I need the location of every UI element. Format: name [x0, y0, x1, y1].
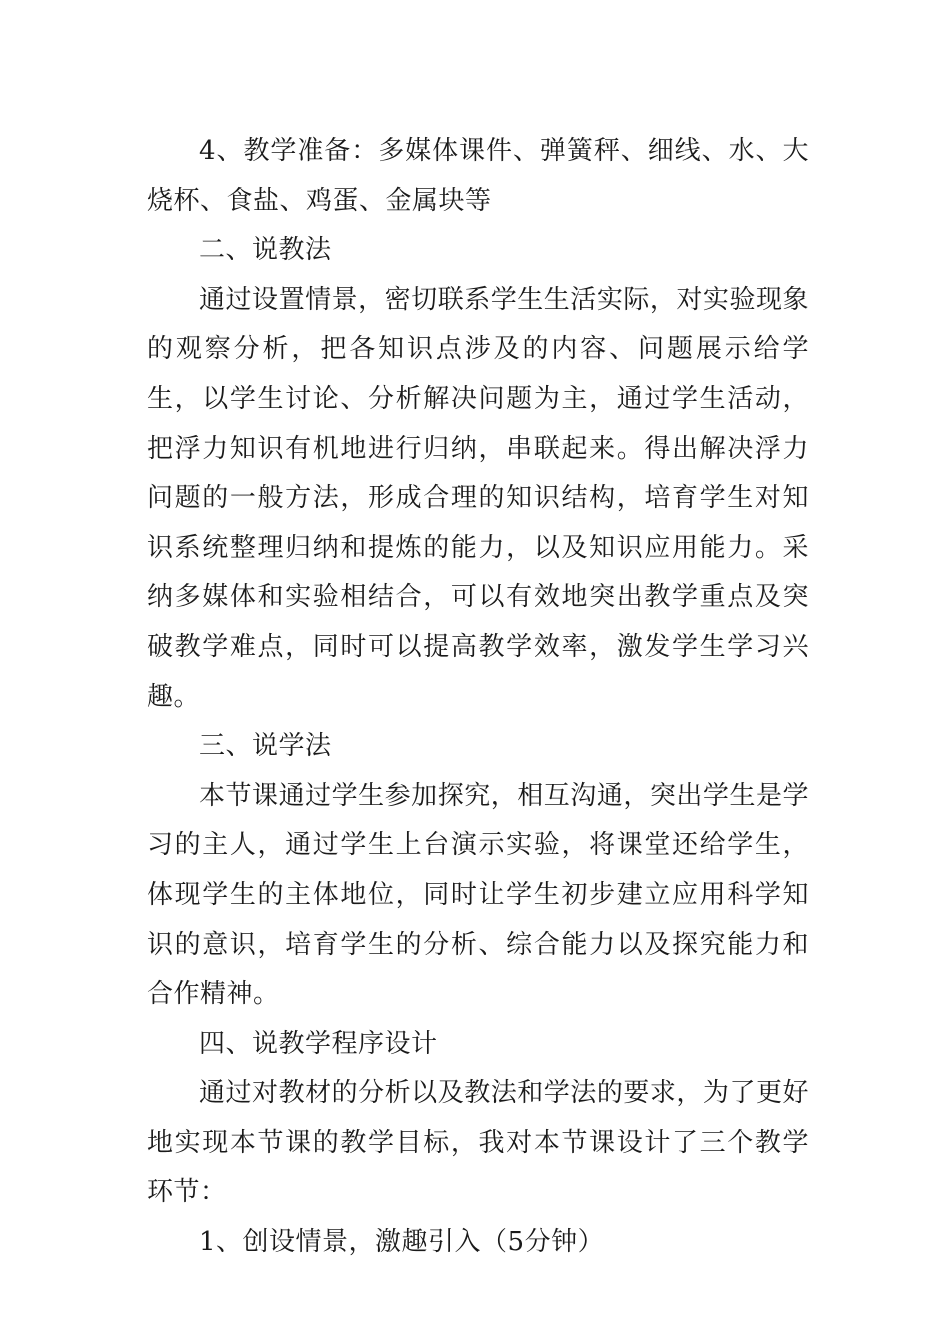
- document-body: [147, 127, 809, 1268]
- paragraph-teaching-preparation: 4、教学准备：多媒体课件、弹簧秤、细线、水、大烧杯、食盐、鸡蛋、金属块等: [147, 136, 809, 216]
- heading-learning-method: 三、说学法: [199, 731, 332, 762]
- paragraph-teaching-procedure: 通过对教材的分析以及教法和学法的要求，为了更好地实现本节课的教学目标，我对本节课设计了三个教学环节：: [147, 1078, 809, 1208]
- heading-teaching-method: 二、说教法: [199, 235, 332, 266]
- list-item-step-one: 1、创设情景，激趣引入（5分钟）: [199, 1227, 605, 1258]
- paragraph-teaching-method: 通过设置情景，密切联系学生生活实际，对实验现象的观察分析，把各知识点涉及的内容、问题展示给学生，以学生讨论、分析解决问题为主，通过学生活动，把浮力知识有机地进行归纳，串联起来。得出解决浮力问题的一般方法，形成合理的知识结构，培育学生对知识系统整理归纳和提炼的能力，以及知识应用能力。采纳多媒体和实验相结合，可以有效地突出教学重点及突破教学难点，同时可以提高教学效率，激发学生学习兴趣。: [147, 284, 809, 712]
- paragraph-learning-method: 本节课通过学生参加探究，相互沟通，突出学生是学习的主人，通过学生上台演示实验，将课堂还给学生，体现学生的主体地位，同时让学生初步建立应用科学知识的意识，培育学生的分析、综合能力以及探究能力和合作精神。: [147, 780, 809, 1010]
- heading-teaching-procedure: 四、说教学程序设计: [199, 1028, 438, 1059]
